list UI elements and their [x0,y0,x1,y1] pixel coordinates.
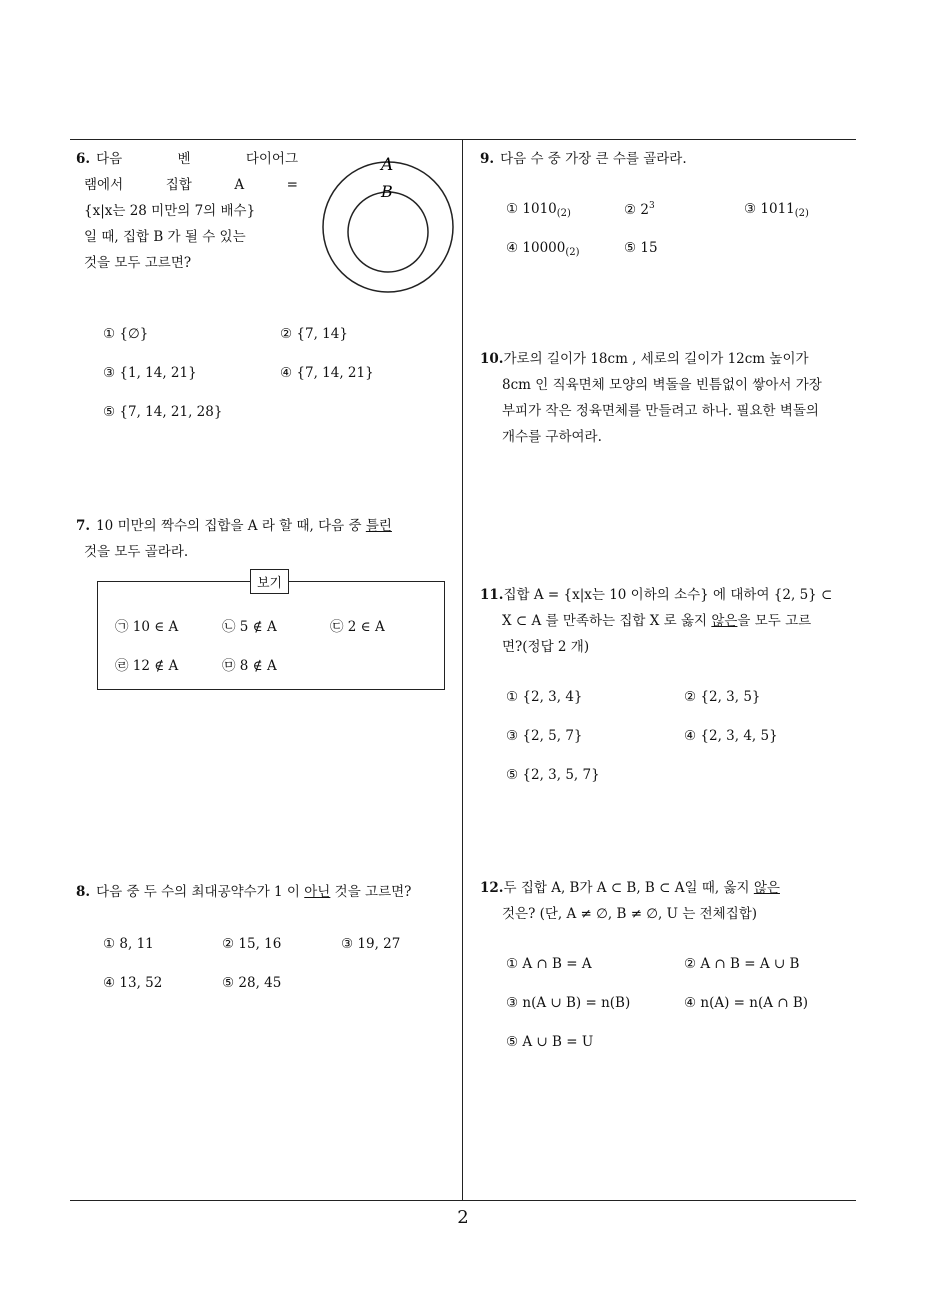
question-text: 을 모두 고르 [737,613,812,629]
question-text: 다음 벤 다이어그 [96,151,298,167]
underlined-keyword: 않은 [711,613,738,629]
question-12 [480,875,860,927]
question-text: 10 미만의 짝수의 집합을 A 라 할 때, 다음 중 [96,518,366,534]
question-number: 7. [76,518,91,534]
question-number: 6. [76,151,91,167]
question-11 [480,582,860,660]
q8-option-2[interactable]: ② 15, 16 [222,936,282,952]
bogi-item-5: ㉤ 8 ∉ A [222,658,277,674]
question-6 [76,146,298,276]
question-text: 것을 모두 고르면? [84,255,192,271]
question-text: 집합 A = {x|x는 10 이하의 소수} 에 대하여 {2, 5} ⊂ [503,587,833,603]
q6-option-5[interactable]: ⑤ {7, 14, 21, 28} [103,404,223,420]
q6-option-4[interactable]: ④ {7, 14, 21} [280,365,374,381]
question-10 [480,346,860,450]
column-divider [462,139,463,1201]
question-text: 가로의 길이가 18cm , 세로의 길이가 12cm 높이가 [503,351,809,367]
bogi-item-1: ㉠ 10 ∈ A [115,619,179,635]
question-text: 두 집합 A, B가 A ⊂ B, B ⊂ A일 때, 옳지 [503,880,754,896]
question-text: 것은? (단, A ≠ ∅, B ≠ ∅, U 는 전체집합) [502,906,758,922]
q6-option-3[interactable]: ③ {1, 14, 21} [103,365,197,381]
question-text: 일 때, 집합 B 가 될 수 있는 [84,229,246,245]
venn-inner-circle [348,192,428,272]
q11-option-2[interactable]: ② {2, 3, 5} [684,689,761,705]
q12-option-2[interactable]: ② A ∩ B = A ∪ B [684,956,800,972]
question-text: 것을 고르면? [330,884,412,900]
venn-label-b: B [381,182,393,201]
q11-option-3[interactable]: ③ {2, 5, 7} [506,728,583,744]
q9-option-4[interactable]: ④ $10000_{(2)}$ [506,240,580,258]
question-8 [76,879,460,905]
question-number: 10. [480,351,504,367]
q6-option-2[interactable]: ② {7, 14} [280,326,348,342]
q8-option-1[interactable]: ① 8, 11 [103,936,154,952]
q9-option-1[interactable]: ① $1010_{(2)}$ [506,201,571,219]
q8-option-4[interactable]: ④ 13, 52 [103,975,163,991]
q12-option-5[interactable]: ⑤ A ∪ B = U [506,1034,594,1050]
bogi-item-3: ㉢ 2 ∈ A [330,619,385,635]
page-number: 2 [457,1207,469,1228]
venn-diagram [318,152,460,294]
q11-option-4[interactable]: ④ {2, 3, 4, 5} [684,728,778,744]
question-text: 부피가 작은 정육면체를 만들려고 하나. 필요한 벽돌의 [502,403,819,419]
q12-option-1[interactable]: ① A ∩ B = A [506,956,592,972]
question-text: 다음 수 중 가장 큰 수를 골라라. [500,151,687,167]
underlined-keyword: 아닌 [304,884,331,900]
top-rule [70,139,856,140]
q12-option-4[interactable]: ④ n(A) = n(A ∩ B) [684,995,809,1011]
question-number: 12. [480,880,504,896]
bogi-item-2: ㉡ 5 ∉ A [222,619,277,635]
question-7 [76,513,460,565]
bogi-title: 보기 [250,569,289,594]
question-number: 8. [76,884,91,900]
venn-label-a: A [381,155,394,175]
q12-option-3[interactable]: ③ n(A ∪ B) = n(B) [506,995,631,1011]
question-text: X ⊂ A 를 만족하는 집합 X 로 옳지 [502,613,712,629]
question-text: 개수를 구하여라. [502,429,602,445]
q9-option-3[interactable]: ③ $1011_{(2)}$ [744,201,809,219]
q9-option-5[interactable]: ⑤ 15 [624,240,658,256]
question-text: {x|x는 28 미만의 7의 배수} [84,203,256,219]
q11-option-5[interactable]: ⑤ {2, 3, 5, 7} [506,767,600,783]
question-text: 램에서 집합 A = [84,177,298,193]
question-text: 다음 중 두 수의 최대공약수가 1 이 [96,884,305,900]
question-text: 것을 모두 골라라. [84,544,189,560]
question-text: 면?(정답 2 개) [502,639,590,655]
underlined-keyword: 않은 [753,880,780,896]
underlined-keyword: 틀린 [365,518,392,534]
bottom-rule [70,1200,856,1201]
bogi-item-4: ㉣ 12 ∉ A [115,658,179,674]
question-number: 11. [480,587,504,603]
question-number: 9. [480,151,495,167]
q11-option-1[interactable]: ① {2, 3, 4} [506,689,583,705]
q8-option-3[interactable]: ③ 19, 27 [341,936,401,952]
question-9 [480,146,860,172]
q6-option-1[interactable]: ① {∅} [103,326,149,342]
q8-option-5[interactable]: ⑤ 28, 45 [222,975,282,991]
q9-option-2[interactable]: ② $2^3$ [624,201,655,218]
question-text: 8cm 인 직육면체 모양의 벽돌을 빈틈없이 쌓아서 가장 [502,377,822,393]
